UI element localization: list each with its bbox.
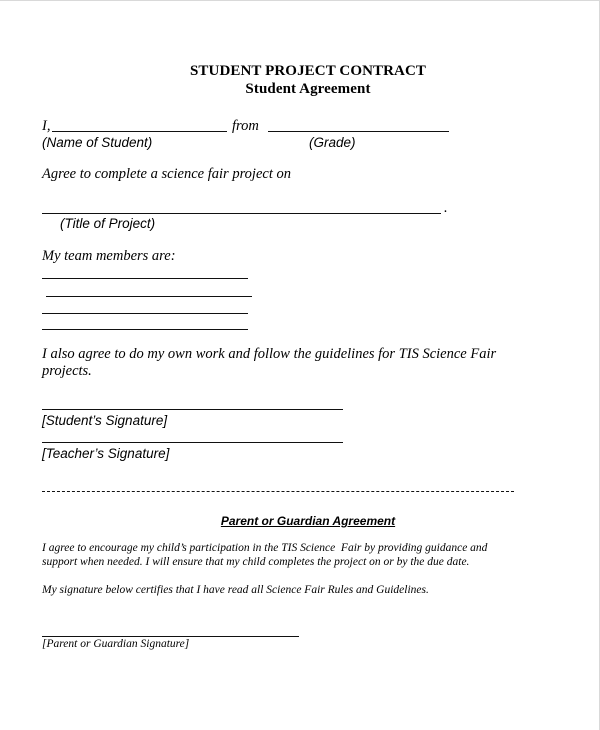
team-member-line-1[interactable]	[42, 278, 248, 279]
team-member-line-3[interactable]	[42, 313, 248, 314]
guidelines-text-cont: projects.	[42, 363, 92, 379]
grade-label: (Grade)	[309, 135, 356, 150]
student-name-field[interactable]	[52, 131, 227, 132]
team-member-line-2[interactable]	[46, 296, 252, 297]
from-label: from	[232, 118, 259, 134]
name-prefix: I,	[42, 118, 51, 134]
project-title-field[interactable]	[42, 213, 441, 214]
student-signature-label: [Student’s Signature]	[42, 413, 168, 428]
page-edge-top	[0, 0, 600, 1]
team-members-heading: My team members are:	[42, 248, 176, 264]
parent-signature-label: [Parent or Guardian Signature]	[42, 638, 190, 650]
section-separator	[42, 491, 514, 492]
team-member-line-4[interactable]	[42, 329, 248, 330]
certify-text: My signature below certifies that I have read all Science Fair Rules and Guidelines.	[42, 584, 429, 596]
parent-signature-field[interactable]	[42, 636, 299, 637]
guidelines-text: I also agree to do my own work and follow the guidelines for TIS Science Fair	[42, 346, 497, 362]
parent-agreement-text-2: support when needed. I will ensure that my child completes the project on or by the due date.	[42, 556, 470, 568]
parent-agreement-text-1: I agree to encourage my child’s participation in the TIS Science Fair by providing guidance and	[42, 542, 488, 554]
teacher-signature-field[interactable]	[42, 442, 343, 443]
project-title-period: .	[444, 200, 448, 216]
teacher-signature-label: [Teacher’s Signature]	[42, 446, 170, 461]
agree-text: Agree to complete a science fair project on	[42, 166, 291, 182]
student-signature-field[interactable]	[42, 409, 343, 410]
parent-agreement-heading: Parent or Guardian Agreement	[220, 514, 396, 528]
document-title: STUDENT PROJECT CONTRACT	[189, 63, 427, 79]
name-of-student-label: (Name of Student)	[42, 135, 153, 150]
grade-field[interactable]	[268, 131, 449, 132]
document-subtitle: Student Agreement	[245, 81, 371, 97]
title-of-project-label: (Title of Project)	[60, 216, 156, 231]
